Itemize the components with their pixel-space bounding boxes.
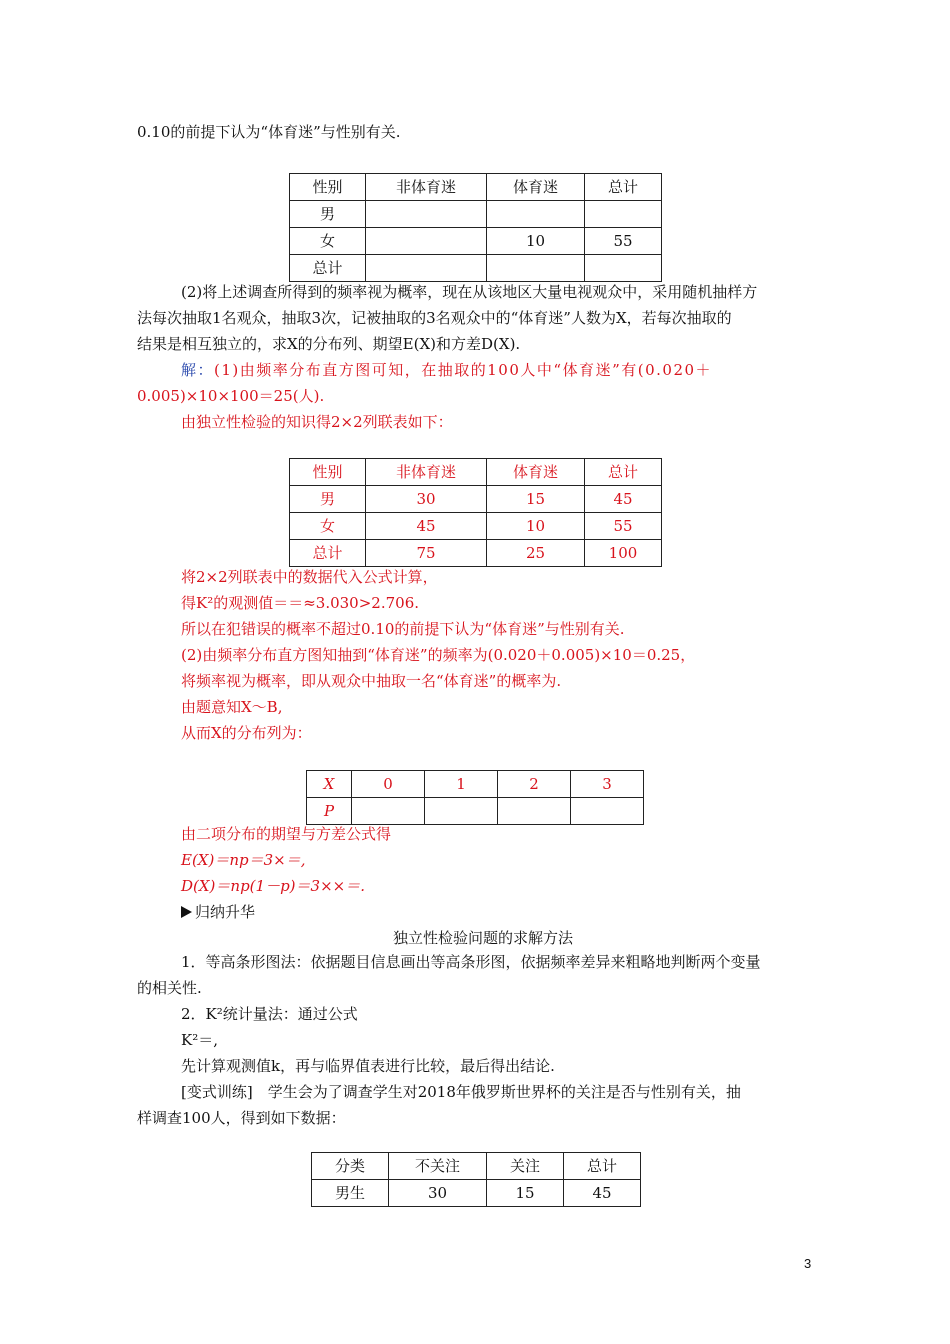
solution-line-4: 将2×2列联表中的数据代入公式计算， — [181, 568, 438, 586]
expectation-line-3: D(X)＝np(1－p)＝3××＝. — [181, 877, 365, 895]
expectation-line-1: 由二项分布的期望与方差公式得 — [181, 825, 392, 843]
solution-line-2: 0.005)×10×100＝25(人). — [137, 387, 325, 405]
summary-heading-text: 归纳升华 — [195, 903, 256, 921]
table-cell: 0 — [352, 771, 425, 798]
table-cell — [352, 798, 425, 825]
table-header: 性别 — [290, 174, 366, 201]
table-cell: 45 — [366, 513, 487, 540]
table-header: 体育迷 — [487, 174, 585, 201]
table-cell — [498, 798, 571, 825]
solution-line-1 — [181, 360, 712, 380]
table-cell: 30 — [389, 1180, 487, 1207]
solution-line-6: 所以在犯错误的概率不超过0.10的前提下认为“体育迷”与性别有关. — [181, 620, 625, 638]
table-cell: 女 — [290, 513, 366, 540]
table-header: 非体育迷 — [366, 459, 487, 486]
table-cell: 75 — [366, 540, 487, 567]
exercise-line-2: 样调查100人，得到如下数据： — [137, 1109, 346, 1127]
summary-p2: 2．K²统计量法：通过公式 — [181, 1005, 358, 1023]
table-cell: 15 — [487, 1180, 564, 1207]
table-cell: 30 — [366, 486, 487, 513]
table-cell: 55 — [585, 228, 662, 255]
table-row — [307, 771, 644, 798]
table-cell — [425, 798, 498, 825]
solution-text: (1)由频率分布直方图可知，在抽取的100人中“体育迷”有(0.020＋ — [214, 361, 713, 379]
table-row — [312, 1180, 641, 1207]
table-cell: 15 — [487, 486, 585, 513]
summary-title: 独立性检验问题的求解方法 — [393, 929, 574, 947]
table-cell: 男生 — [312, 1180, 389, 1207]
table-row — [290, 486, 662, 513]
table-row — [290, 174, 662, 201]
table-row — [290, 255, 662, 282]
contingency-table-question — [289, 173, 662, 282]
table-cell: 10 — [487, 228, 585, 255]
table-cell: 45 — [564, 1180, 641, 1207]
table-cell: 女 — [290, 228, 366, 255]
table-header: 体育迷 — [487, 459, 585, 486]
table-cell — [366, 255, 487, 282]
question-2-line-1: (2)将上述调查所得到的频率视为概率，现在从该地区大量电视观众中，采用随机抽样方 — [181, 283, 758, 301]
triangle-bullet-icon — [181, 906, 192, 918]
table-cell — [585, 255, 662, 282]
table-cell: 10 — [487, 513, 585, 540]
table-header: 不关注 — [389, 1153, 487, 1180]
table-cell — [487, 255, 585, 282]
table-cell: 3 — [571, 771, 644, 798]
table-cell: 男 — [290, 201, 366, 228]
table-cell: P — [307, 798, 352, 825]
exercise-line-1: [变式训练] 学生会为了调查学生对2018年俄罗斯世界杯的关注是否与性别有关，抽 — [181, 1083, 741, 1101]
table-cell: 25 — [487, 540, 585, 567]
table-cell: 男 — [290, 486, 366, 513]
solution-label: 解： — [181, 361, 215, 379]
table-header: 总计 — [564, 1153, 641, 1180]
solution-line-10: 从而X的分布列为： — [181, 724, 312, 742]
table-header: 分类 — [312, 1153, 389, 1180]
table-row — [290, 228, 662, 255]
table-cell: 1 — [425, 771, 498, 798]
distribution-table — [306, 770, 644, 825]
solution-line-8: 将频率视为概率，即从观众中抽取一名“体育迷”的概率为. — [181, 672, 562, 690]
question-2-line-2: 法每次抽取1名观众，抽取3次，记被抽取的3名观众中的“体育迷”人数为X，若每次抽取的 — [137, 309, 732, 327]
summary-p1-line-2: 的相关性. — [137, 979, 202, 997]
table-header: 总计 — [585, 459, 662, 486]
solution-line-3: 由独立性检验的知识得2×2列联表如下： — [181, 413, 453, 431]
table-cell: 100 — [585, 540, 662, 567]
table-row — [290, 540, 662, 567]
intro-line: 0.10的前提下认为“体育迷”与性别有关. — [137, 123, 401, 141]
table-cell: 45 — [585, 486, 662, 513]
table-row — [312, 1153, 641, 1180]
table-cell — [366, 228, 487, 255]
table-cell: 总计 — [290, 255, 366, 282]
summary-p1-line-1: 1．等高条形图法：依据题目信息画出等高条形图，依据频率差异来粗略地判断两个变量 — [181, 953, 761, 971]
table-cell: 2 — [498, 771, 571, 798]
contingency-table-solution — [289, 458, 662, 567]
table-cell: X — [307, 771, 352, 798]
solution-line-5: 得K²的观测值＝＝≈3.030>2.706. — [181, 594, 420, 612]
table-row — [290, 201, 662, 228]
table-row — [307, 798, 644, 825]
solution-line-9: 由题意知X～B, — [181, 698, 283, 716]
table-cell: 55 — [585, 513, 662, 540]
summary-p2-rest: 先计算观测值k，再与临界值表进行比较，最后得出结论. — [181, 1057, 555, 1075]
table-row — [290, 459, 662, 486]
table-cell — [571, 798, 644, 825]
solution-line-7: (2)由频率分布直方图知抽到“体育迷”的频率为(0.020＋0.005)×10＝0.25， — [181, 646, 696, 664]
table-header: 非体育迷 — [366, 174, 487, 201]
question-2-line-3: 结果是相互独立的，求X的分布列、期望E(X)和方差D(X). — [137, 335, 521, 353]
summary-formula: K²＝, — [181, 1031, 218, 1049]
table-cell — [487, 201, 585, 228]
table-cell — [585, 201, 662, 228]
expectation-line-2: E(X)＝np＝3×＝, — [181, 851, 306, 869]
page-number: 3 — [804, 1256, 812, 1271]
table-cell: 总计 — [290, 540, 366, 567]
table-row — [290, 513, 662, 540]
table-cell — [366, 201, 487, 228]
exercise-table — [311, 1152, 641, 1207]
table-header: 总计 — [585, 174, 662, 201]
table-header: 关注 — [487, 1153, 564, 1180]
table-header: 性别 — [290, 459, 366, 486]
summary-heading — [181, 902, 255, 922]
